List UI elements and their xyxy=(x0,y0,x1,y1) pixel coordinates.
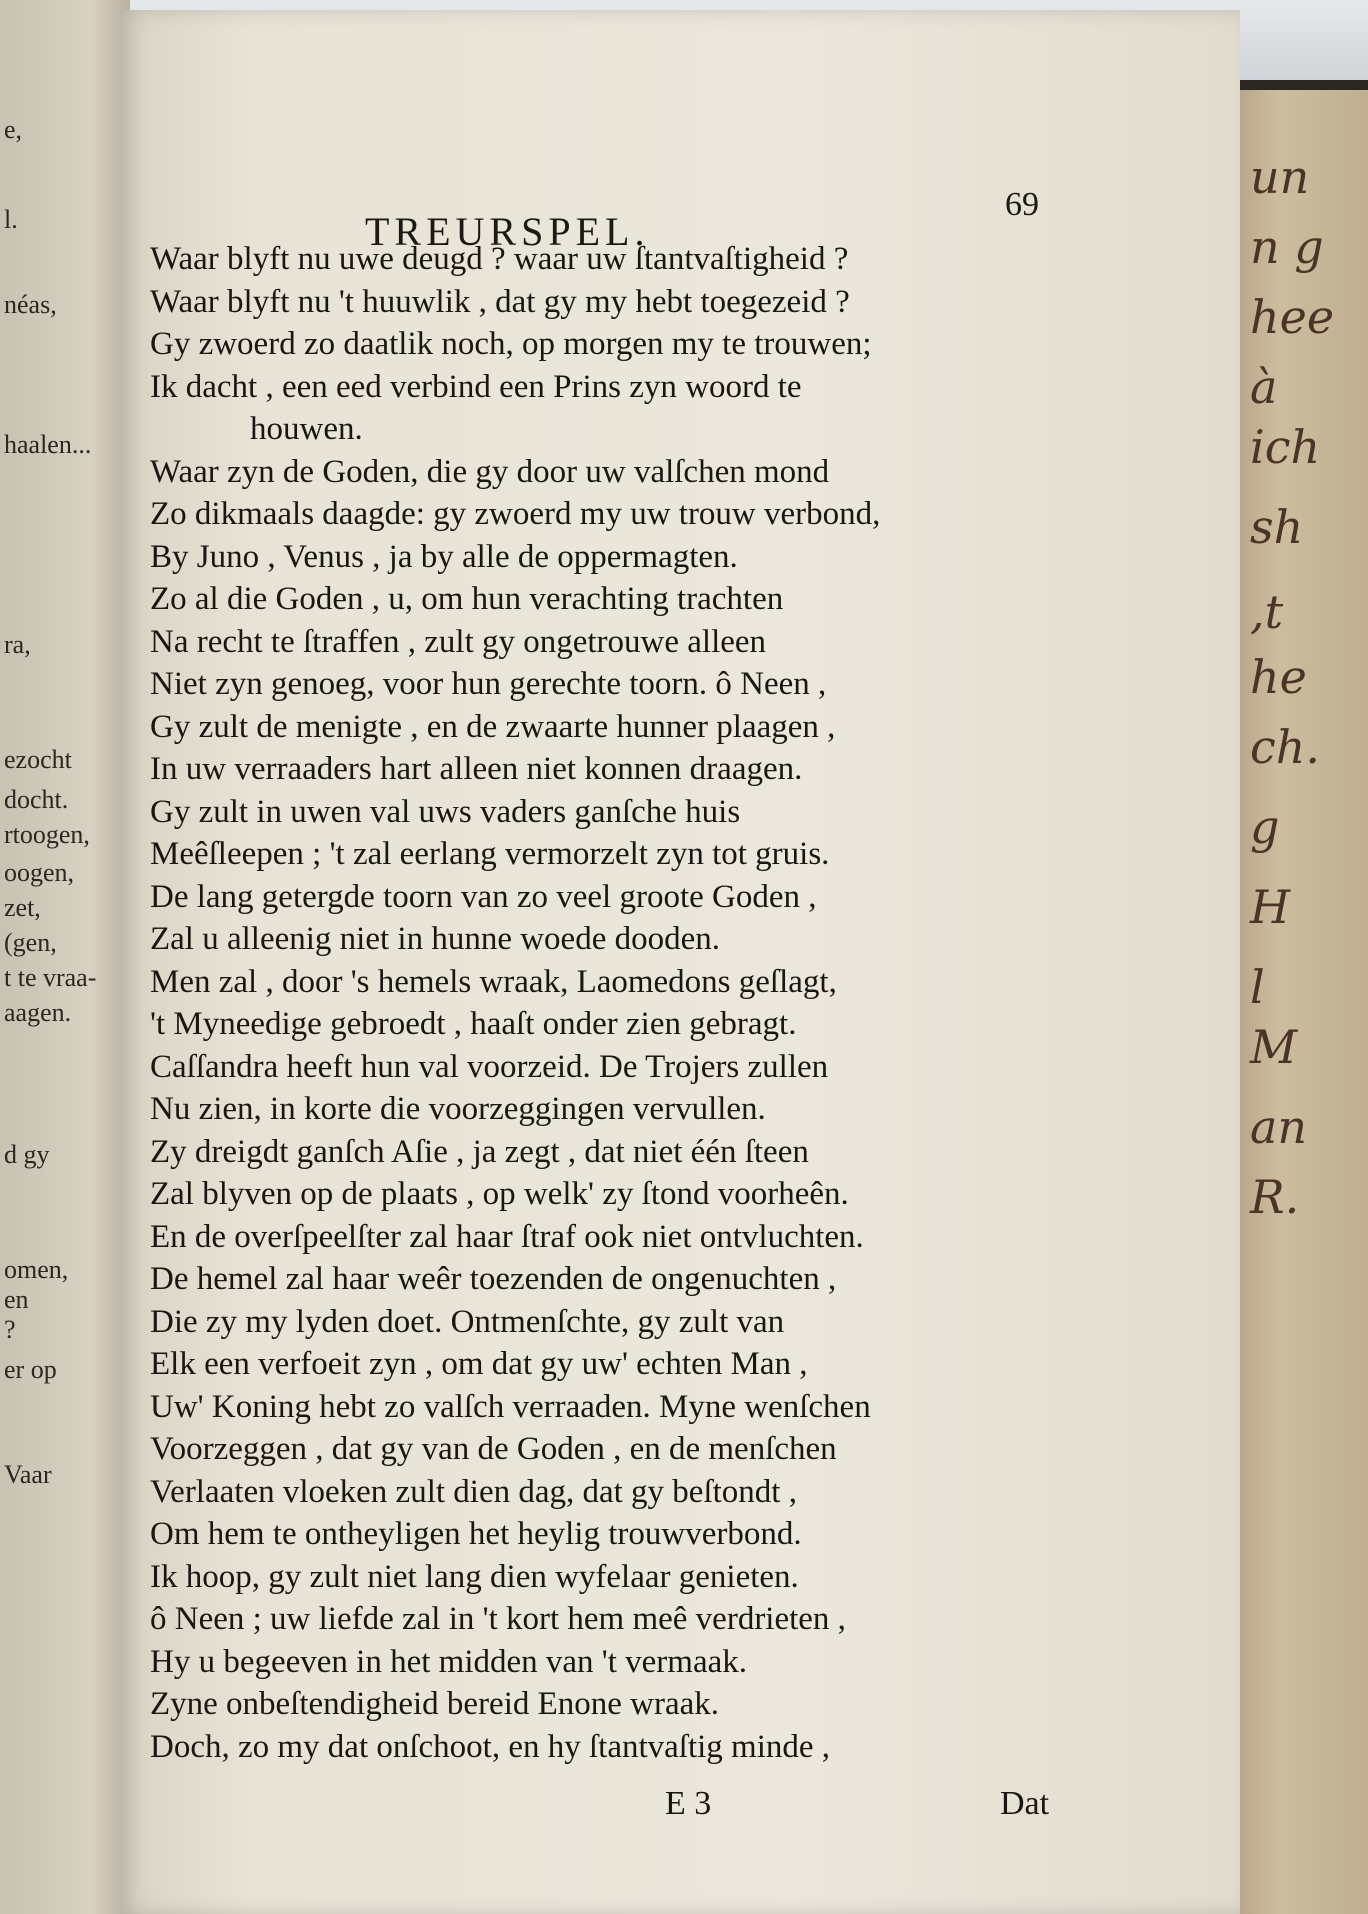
page-footer xyxy=(120,1785,1240,1835)
handwriting-fragment: he xyxy=(1250,650,1307,704)
verse-line: Zal u alleenig niet in hunne woede dooden. xyxy=(150,921,720,957)
verse-line: Meêſleepen ; 't zal eerlang vermorzelt zyn tot gruis. xyxy=(150,836,830,872)
verse-line: Die zy my lyden doet. Ontmenſchte, gy zult van xyxy=(150,1303,785,1340)
verse-line: Caſſandra heeft hun val voorzeid. De Trojers zullen xyxy=(150,1048,829,1085)
verse-line: Ik dacht , een eed verbind een Prins zyn woord te xyxy=(150,368,802,405)
verse-text xyxy=(150,238,1210,1768)
verse-line: 't Myneedige gebroedt , haaſt onder zien gebragt. xyxy=(150,1006,797,1042)
page-number: 69 xyxy=(1005,186,1039,223)
book-page xyxy=(120,10,1240,1914)
verse-line: Zy dreigdt ganſch Aſie , ja zegt , dat niet één ſteen xyxy=(150,1133,809,1170)
left-page-fragment: l. xyxy=(4,205,18,234)
handwriting-fragment: ,t xyxy=(1250,585,1284,639)
verse-line: Waar blyft nu uwe deugd ? waar uw ſtantvaſtigheid ? xyxy=(150,241,849,277)
verse-line: Gy zwoerd zo daatlik noch, op morgen my te trouwen; xyxy=(150,326,872,362)
handwriting-fragment: H xyxy=(1250,880,1291,934)
verse-line: Gy zult in uwen val uws vaders ganſche huis xyxy=(150,793,741,830)
handwriting-fragment: R. xyxy=(1250,1170,1300,1224)
left-page-fragment: e, xyxy=(4,115,23,144)
left-page-fragment: oogen, xyxy=(4,858,75,887)
verse-line: Verlaaten vloeken zult dien dag, dat gy beſtondt , xyxy=(150,1473,797,1510)
verse-line: Ik hoop, gy zult niet lang dien wyfelaar genieten. xyxy=(150,1558,799,1595)
left-page-fragment: (gen, xyxy=(4,928,57,957)
verse-line: houwen. xyxy=(250,411,363,447)
left-page-fragment: zet, xyxy=(4,893,41,922)
verse-line: Gy zult de menigte , en de zwaarte hunner plaagen , xyxy=(150,708,836,745)
verse-line: Uw' Koning hebt zo valſch verraaden. Myne wenſchen xyxy=(150,1388,871,1425)
handwriting-fragment: à xyxy=(1250,360,1278,414)
handwriting-fragment: g xyxy=(1250,800,1280,854)
verse-line: Voorzeggen , dat gy van de Goden , en de menſchen xyxy=(150,1431,837,1467)
verse-line: Zo dikmaals daagde: gy zwoerd my uw trouw verbond, xyxy=(150,496,881,532)
handwriting-fragment: n g xyxy=(1250,220,1324,274)
verse-line: Zyne onbeſtendigheid bereid Enone wraak. xyxy=(150,1686,720,1722)
left-page-fragment: docht. xyxy=(4,785,69,814)
verse-line: Na recht te ſtraffen , zult gy ongetrouwe alleen xyxy=(150,623,767,660)
handwriting-fragment: hee xyxy=(1250,290,1335,344)
handwriting-fragment: un xyxy=(1250,150,1310,204)
verse-line: Waar blyft nu 't huuwlik , dat gy my hebt toegezeid ? xyxy=(150,283,850,320)
verse-line: ô Neen ; uw liefde zal in 't kort hem meê verdrieten , xyxy=(150,1601,846,1637)
verse-line: Niet zyn genoeg, voor hun gerechte toorn. ô Neen , xyxy=(150,666,827,702)
verse-line: En de overſpeelſter zal haar ſtraf ook niet ontvluchten. xyxy=(150,1218,864,1255)
left-page-fragment: ? xyxy=(4,1315,16,1344)
catchword: Dat xyxy=(1000,1785,1050,1822)
running-title: TREURSPEL. xyxy=(365,209,650,254)
verse-line: Doch, zo my dat onſchoot, en hy ſtantvaſtig minde , xyxy=(150,1728,831,1765)
handwriting-fragment: sh xyxy=(1250,500,1304,554)
handwriting-fragment: ch. xyxy=(1250,720,1321,774)
handwriting-fragment: M xyxy=(1250,1020,1298,1074)
left-page-fragment: rtoogen, xyxy=(4,820,90,849)
handwriting-fragment: an xyxy=(1250,1100,1308,1154)
verse-line: Zo al die Goden , u, om hun verachting trachten xyxy=(150,581,784,617)
right-edge-manuscript xyxy=(1240,90,1368,1914)
verse-line: De hemel zal haar weêr toezenden de ongenuchten , xyxy=(150,1261,837,1297)
verse-line: By Juno , Venus , ja by alle de oppermagten. xyxy=(150,538,738,575)
handwriting-fragment: l xyxy=(1250,960,1265,1014)
left-page-fragment: Vaar xyxy=(4,1460,52,1489)
verse-line: In uw verraaders hart alleen niet konnen draagen. xyxy=(150,751,803,787)
verse-line: De lang getergde toorn van zo veel groote Goden , xyxy=(150,878,817,915)
left-facing-page xyxy=(0,0,130,1914)
left-page-fragment: t te vraa- xyxy=(4,963,97,992)
handwriting-fragment: ich xyxy=(1250,420,1321,474)
verse-line: Zal blyven op de plaats , op welk' zy ſtond voorheên. xyxy=(150,1176,849,1212)
verse-line: Om hem te ontheyligen het heylig trouwverbond. xyxy=(150,1516,802,1552)
left-page-fragment: haalen... xyxy=(4,430,92,459)
left-page-fragment: aagen. xyxy=(4,998,72,1027)
page-header xyxy=(120,180,1240,254)
left-page-fragment: néas, xyxy=(4,290,57,319)
left-page-fragment: d gy xyxy=(4,1140,50,1169)
left-page-fragment: ezocht xyxy=(4,745,72,774)
verse-line: Waar zyn de Goden, die gy door uw valſchen mond xyxy=(150,453,830,490)
verse-line: Hy u begeeven in het midden van 't vermaak. xyxy=(150,1643,747,1680)
left-page-fragment: ra, xyxy=(4,630,31,659)
verse-line: Elk een verfoeit zyn , om dat gy uw' echten Man , xyxy=(150,1346,808,1382)
left-page-fragment: en xyxy=(4,1285,29,1314)
left-page-fragment: er op xyxy=(4,1355,57,1384)
left-page-fragment: omen, xyxy=(4,1255,69,1284)
signature-mark: E 3 xyxy=(665,1785,712,1822)
verse-line: Men zal , door 's hemels wraak, Laomedons geſlagt, xyxy=(150,963,837,1000)
verse-line: Nu zien, in korte die voorzeggingen vervullen. xyxy=(150,1091,766,1127)
